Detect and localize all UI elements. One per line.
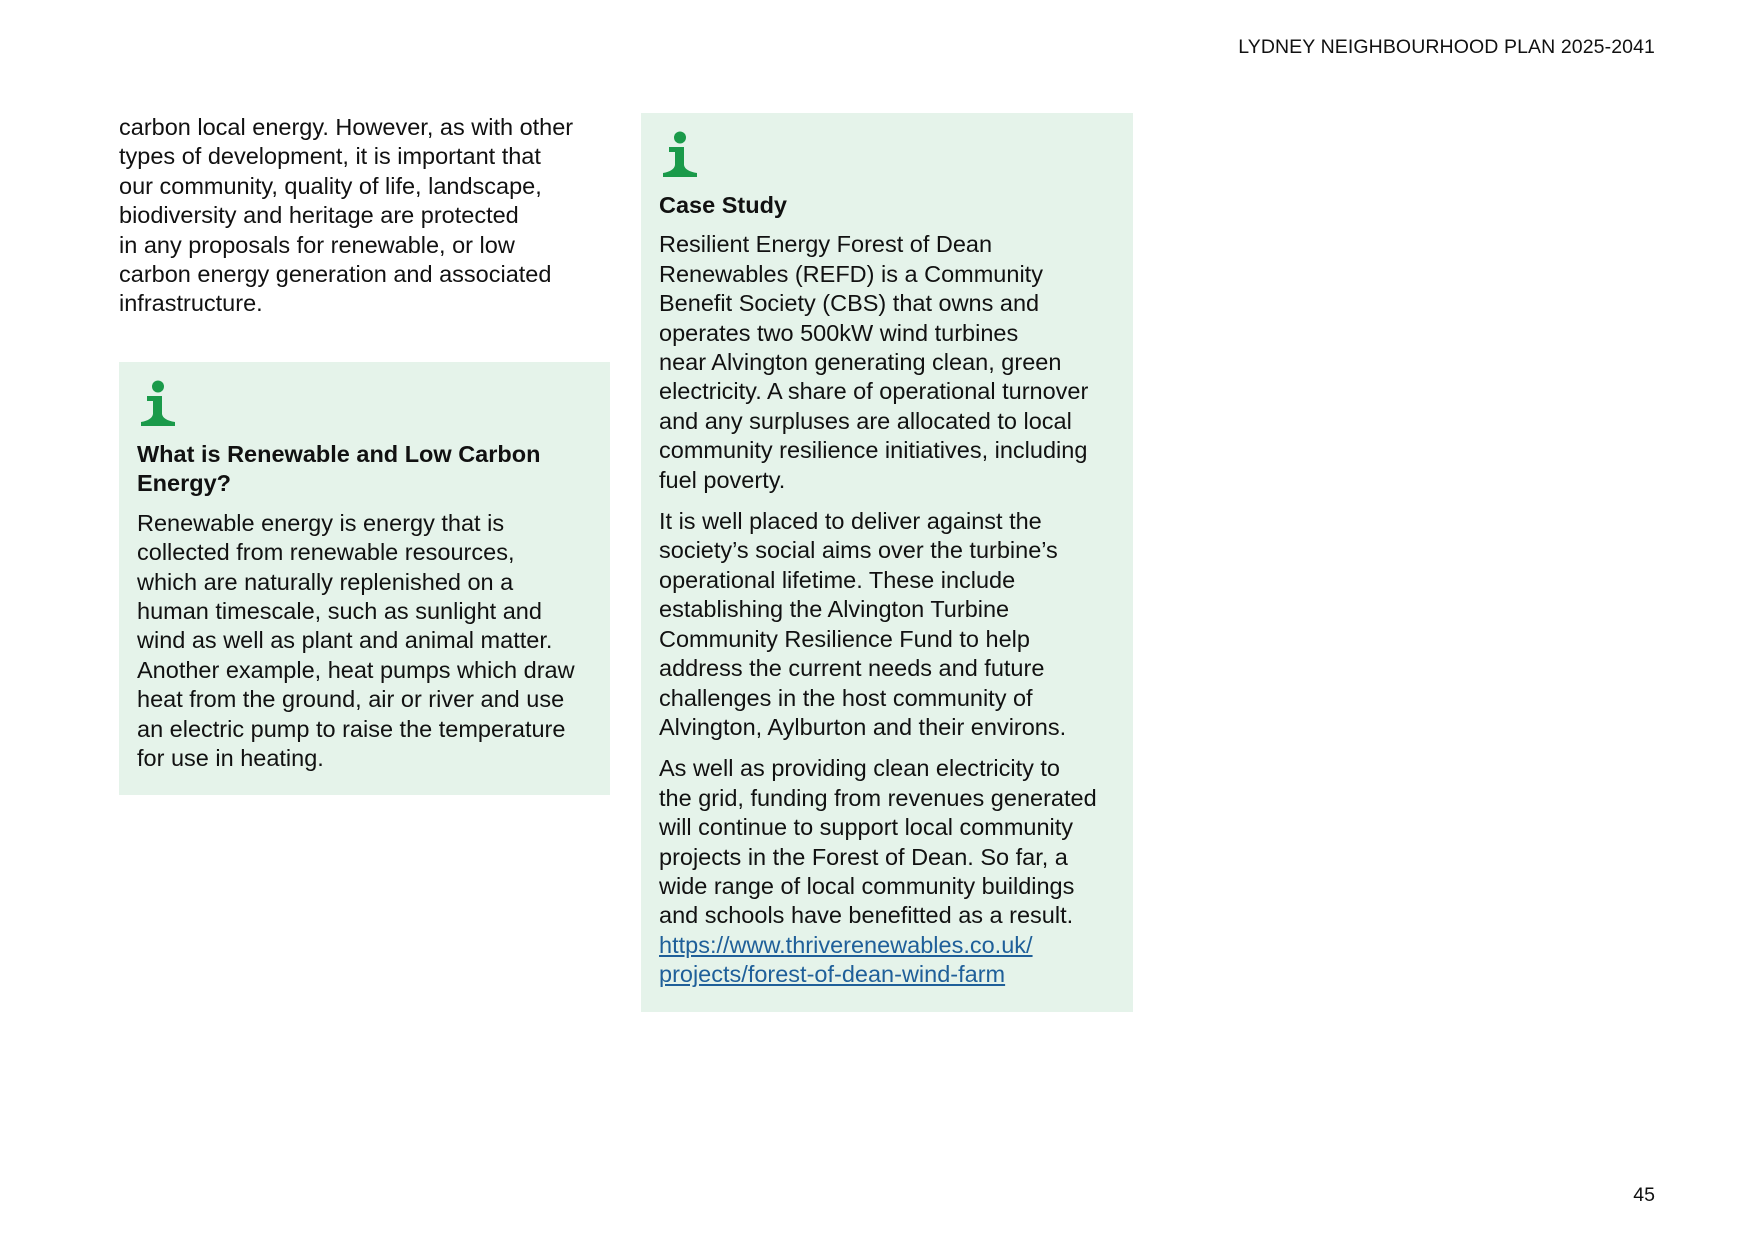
intro-line: biodiversity and heritage are protected xyxy=(119,202,519,229)
link-line[interactable]: projects/forest-of-dean-wind-farm xyxy=(659,961,1006,988)
box-heading xyxy=(137,440,594,499)
body-line: It is well placed to deliver against the xyxy=(659,508,1042,535)
body-line: Resilient Energy Forest of Dean xyxy=(659,231,993,258)
wind-farm-link[interactable] xyxy=(659,931,1117,990)
body-line: will continue to support local community xyxy=(659,814,1074,841)
body-line: Benefit Society (CBS) that owns and xyxy=(659,290,1040,317)
body-line: address the current needs and future xyxy=(659,655,1045,682)
renewable-info-box xyxy=(119,362,610,795)
body-line: for use in heating. xyxy=(137,745,324,772)
body-line: an electric pump to raise the temperature xyxy=(137,715,566,742)
heading-line: What is Renewable and Low Carbon xyxy=(137,441,541,467)
body-line: and schools have benefitted as a result. xyxy=(659,902,1074,929)
case-study-paragraph-3 xyxy=(659,754,1117,989)
info-icon xyxy=(659,131,701,177)
info-icon xyxy=(137,380,179,426)
body-line: challenges in the host community of xyxy=(659,684,1033,711)
body-line: collected from renewable resources, xyxy=(137,539,515,566)
body-line: near Alvington generating clean, green xyxy=(659,349,1062,376)
body-line: wide range of local community buildings xyxy=(659,872,1075,899)
heading-line: Energy? xyxy=(137,470,232,497)
body-line: As well as providing clean electricity to xyxy=(659,755,1060,782)
body-line: electricity. A share of operational turnover xyxy=(659,378,1089,405)
running-header: LYDNEY NEIGHBOURHOOD PLAN 2025-2041 xyxy=(1238,36,1655,58)
case-study-heading: Case Study xyxy=(659,192,787,218)
body-line: Community Resilience Fund to help xyxy=(659,625,1030,652)
case-study-box xyxy=(641,113,1133,1012)
body-line: establishing the Alvington Turbine xyxy=(659,596,1010,623)
body-line: projects in the Forest of Dean. So far, a xyxy=(659,843,1068,870)
body-line: and any surpluses are allocated to local xyxy=(659,407,1072,434)
body-line: the grid, funding from revenues generated xyxy=(659,784,1097,811)
intro-paragraph xyxy=(119,113,619,319)
intro-line: carbon energy generation and associated xyxy=(119,261,552,288)
case-study-paragraph-1 xyxy=(659,230,1117,495)
box-paragraph xyxy=(137,509,594,774)
link-line[interactable]: https://www.thriverenewables.co.uk/ xyxy=(659,931,1033,958)
body-line: society’s social aims over the turbine’s xyxy=(659,537,1058,564)
intro-line: carbon local energy. However, as with other xyxy=(119,114,574,140)
intro-line: our community, quality of life, landscape, xyxy=(119,172,542,199)
case-study-paragraph-2 xyxy=(659,507,1117,742)
intro-line: infrastructure. xyxy=(119,290,263,317)
body-line: wind as well as plant and animal matter. xyxy=(137,627,553,654)
body-line: heat from the ground, air or river and use xyxy=(137,686,565,713)
body-line: operates two 500kW wind turbines xyxy=(659,319,1019,346)
body-line: operational lifetime. These include xyxy=(659,566,1016,593)
body-line: Renewable energy is energy that is xyxy=(137,509,505,536)
body-line: fuel poverty. xyxy=(659,466,786,493)
page-number: 45 xyxy=(1633,1184,1655,1206)
body-line: human timescale, such as sunlight and xyxy=(137,598,542,625)
intro-line: types of development, it is important that xyxy=(119,143,541,170)
body-line: Renewables (REFD) is a Community xyxy=(659,260,1043,287)
body-line: Alvington, Aylburton and their environs. xyxy=(659,713,1067,740)
body-line: Another example, heat pumps which draw xyxy=(137,656,575,683)
intro-line: in any proposals for renewable, or low xyxy=(119,231,515,258)
body-line: which are naturally replenished on a xyxy=(137,568,514,595)
body-line: community resilience initiatives, including xyxy=(659,437,1088,464)
